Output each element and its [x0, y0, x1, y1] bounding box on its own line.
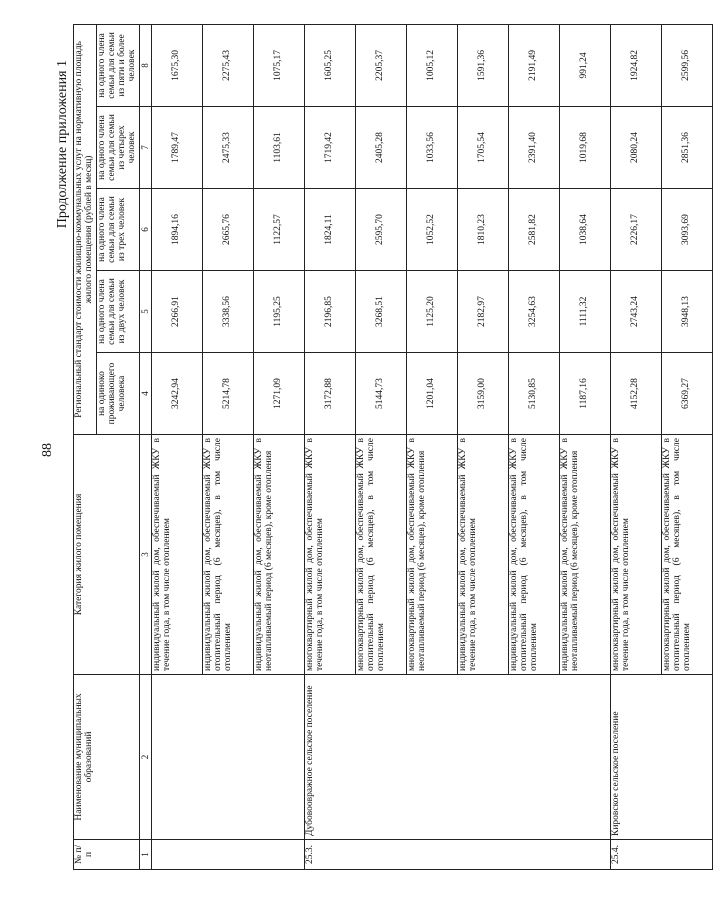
subheader-cell: на одного члена семьи для семьи из двух человек [96, 271, 139, 353]
row-value: 1111,32 [560, 271, 611, 353]
row-category: многоквартирный жилой дом, обеспечиваемый ЖКУ в неотапливаемый период (6 месяцев), кроме отопления [407, 435, 458, 675]
row-value: 1125,20 [407, 271, 458, 353]
row-category: индивидуальный жилой дом, обеспечиваемый ЖКУ в отопительный период (6 месяцев), в том числе отоплением [203, 435, 254, 675]
row-value: 1719,42 [305, 107, 356, 189]
row-value: 2205,37 [356, 24, 407, 106]
column-number: 4 [139, 353, 151, 435]
header-num: № п/п [74, 840, 140, 870]
row-value: 3338,56 [203, 271, 254, 353]
row-value: 1705,54 [458, 107, 509, 189]
continuation-label: Продолжение приложения 1 [55, 60, 70, 229]
row-value: 2226,17 [611, 189, 662, 271]
row-value: 2391,40 [509, 107, 560, 189]
row-value: 1052,52 [407, 189, 458, 271]
table-row [152, 24, 203, 869]
row-value: 2182,97 [458, 271, 509, 353]
row-value: 2743,24 [611, 271, 662, 353]
page-number: 88 [40, 443, 55, 457]
row-value: 1271,09 [254, 353, 305, 435]
row-value: 2275,43 [203, 24, 254, 106]
row-value: 2851,36 [662, 107, 713, 189]
row-num: 25.4. [611, 840, 713, 870]
subheader-cell: на одного члена семьи для семьи из четырех человек [96, 107, 139, 189]
row-value: 3093,69 [662, 189, 713, 271]
row-num [152, 840, 305, 870]
row-value: 2581,82 [509, 189, 560, 271]
row-name: Дубовоовражное сельское поселение [305, 675, 611, 840]
column-number: 6 [139, 189, 151, 271]
row-value: 2665,76 [203, 189, 254, 271]
row-category: индивидуальный жилой дом, обеспечиваемый ЖКУ в неотапливаемый период (6 месяцев), кроме отопления [254, 435, 305, 675]
row-value: 3172,88 [305, 353, 356, 435]
row-value: 3159,00 [458, 353, 509, 435]
subheader-cell: на одного члена семьи для семьи из пяти и более человек [96, 24, 139, 106]
header-category: Категория жилого помещения [74, 435, 140, 675]
row-value: 3242,94 [152, 353, 203, 435]
row-value: 1675,30 [152, 24, 203, 106]
row-category: многоквартирный жилой дом, обеспечиваемый ЖКУ в течение года, в том числе отоплением [611, 435, 662, 675]
row-value: 1075,17 [254, 24, 305, 106]
standards-table [73, 24, 713, 870]
row-value: 1789,47 [152, 107, 203, 189]
row-value: 5144,73 [356, 353, 407, 435]
row-value: 2595,70 [356, 189, 407, 271]
row-value: 1195,25 [254, 271, 305, 353]
row-value: 1605,25 [305, 24, 356, 106]
row-value: 1810,23 [458, 189, 509, 271]
row-value: 2405,28 [356, 107, 407, 189]
header-name: Наименование муниципальных образований [74, 675, 140, 840]
header-row [74, 24, 97, 869]
row-value: 4152,28 [611, 353, 662, 435]
column-number: 3 [139, 435, 151, 675]
row-value: 1591,36 [458, 24, 509, 106]
column-number: 7 [139, 107, 151, 189]
column-number: 1 [139, 840, 151, 870]
row-value: 2196,85 [305, 271, 356, 353]
row-name [152, 675, 305, 840]
column-number-row [139, 24, 151, 869]
row-category: многоквартирный жилой дом, обеспечиваемый ЖКУ в течение года, в том числе отоплением [305, 435, 356, 675]
row-value: 3948,13 [662, 271, 713, 353]
row-value: 1019,68 [560, 107, 611, 189]
column-number: 5 [139, 271, 151, 353]
header-standard: Региональный стандарт стоимости жилищно-коммунальных услуг на нормативную площадь жилого помещения (рублей в месяц) [74, 24, 97, 434]
row-value: 1824,11 [305, 189, 356, 271]
row-value: 2266,91 [152, 271, 203, 353]
row-category: индивидуальный жилой дом, обеспечиваемый ЖКУ в неотапливаемый период (6 месяцев), кроме отопления [560, 435, 611, 675]
row-category: индивидуальный жилой дом, обеспечиваемый ЖКУ в течение года, в том числе отоплением [152, 435, 203, 675]
subheader-cell: на одного члена семьи для семьи из трех человек [96, 189, 139, 271]
row-value: 3254,63 [509, 271, 560, 353]
row-value: 2475,33 [203, 107, 254, 189]
row-name: Кировское сельское поселение [611, 675, 713, 840]
row-category: многоквартирный жилой дом, обеспечиваемый ЖКУ в отопительный период (6 месяцев), в том числе отоплением [662, 435, 713, 675]
row-value: 1924,82 [611, 24, 662, 106]
row-category: индивидуальный жилой дом, обеспечиваемый ЖКУ в отопительный период (6 месяцев), в том числе отоплением [509, 435, 560, 675]
row-value: 3268,51 [356, 271, 407, 353]
row-value: 1033,56 [407, 107, 458, 189]
row-value: 1038,64 [560, 189, 611, 271]
row-category: многоквартирный жилой дом, обеспечиваемый ЖКУ в отопительный период (6 месяцев), в том числе отоплением [356, 435, 407, 675]
table-row [305, 24, 356, 869]
row-value: 2599,56 [662, 24, 713, 106]
row-value: 2080,24 [611, 107, 662, 189]
row-value: 2191,49 [509, 24, 560, 106]
row-value: 991,24 [560, 24, 611, 106]
row-category: индивидуальный жилой дом, обеспечиваемый ЖКУ в течение года, в том числе отоплением [458, 435, 509, 675]
subheader-cell: на одиноко проживающего человека [96, 353, 139, 435]
row-value: 1103,61 [254, 107, 305, 189]
row-value: 5214,78 [203, 353, 254, 435]
row-value: 1201,04 [407, 353, 458, 435]
column-number: 8 [139, 24, 151, 106]
row-value: 1122,57 [254, 189, 305, 271]
row-value: 1187,16 [560, 353, 611, 435]
row-num: 25.3. [305, 840, 611, 870]
row-value: 1005,12 [407, 24, 458, 106]
row-value: 6369,27 [662, 353, 713, 435]
row-value: 1894,16 [152, 189, 203, 271]
row-value: 5130,85 [509, 353, 560, 435]
column-number: 2 [139, 675, 151, 840]
table-row [611, 24, 662, 869]
